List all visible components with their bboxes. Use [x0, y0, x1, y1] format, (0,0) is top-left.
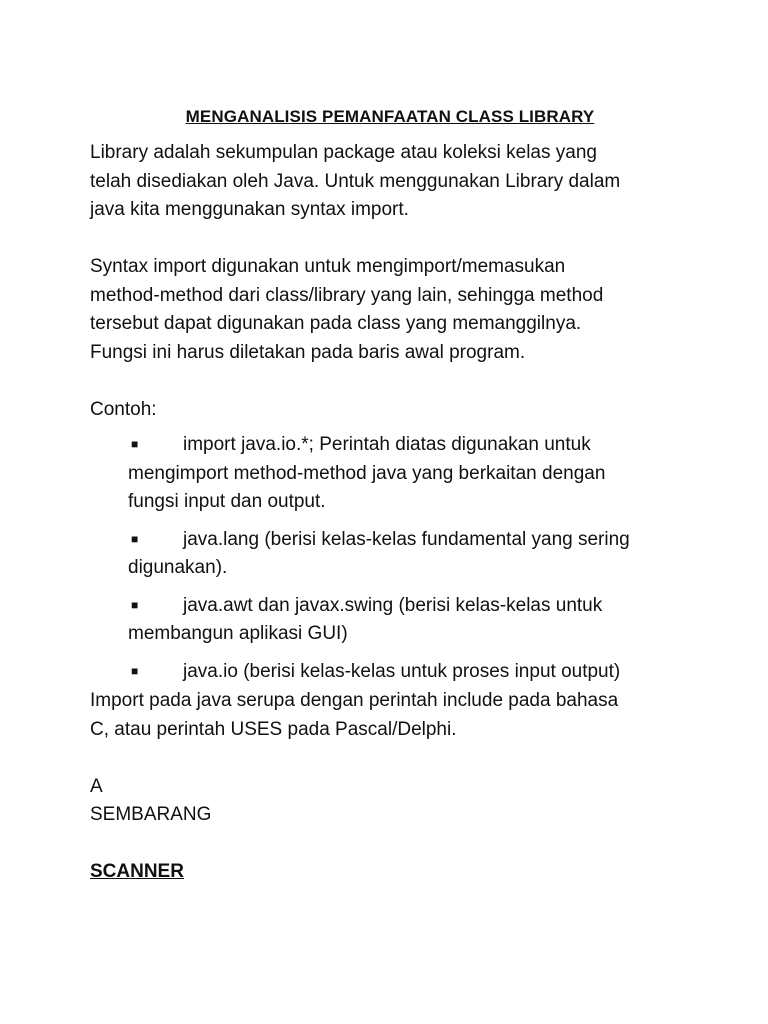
- text-sembarang: SEMBARANG: [90, 804, 212, 825]
- section-heading-scanner: SCANNER: [90, 861, 184, 882]
- square-bullet-icon: ■: [131, 437, 139, 451]
- paragraph-line: Syntax import digunakan untuk mengimport/memasukan: [90, 256, 566, 277]
- paragraph-line: Fungsi ini harus diletakan pada baris awal program.: [90, 341, 526, 363]
- document-content: [90, 104, 690, 887]
- paragraph-line: method-method dari class/library yang lain, sehingga method: [90, 284, 604, 306]
- paragraph-line: Import pada java serupa dengan perintah include pada bahasa: [90, 690, 619, 711]
- text-a: A: [90, 775, 103, 797]
- list-item: [128, 657, 690, 687]
- list-item-line: membangun aplikasi GUI): [128, 623, 348, 644]
- example-label: Contoh:: [90, 398, 157, 420]
- paragraph-spacer: [90, 830, 690, 859]
- list-item: [128, 525, 690, 583]
- list-item: [128, 591, 690, 649]
- list-item-line: java.lang (berisi kelas-kelas fundamental yang sering: [183, 528, 630, 550]
- paragraph-line: tersebut dapat digunakan pada class yang memanggilnya.: [90, 313, 582, 334]
- paragraph-spacer: [90, 225, 690, 254]
- paragraph-spacer: [90, 744, 690, 773]
- list-item-line: fungsi input dan output.: [128, 491, 326, 512]
- paragraph-library-definition: [90, 139, 690, 225]
- list-item-line: mengimport method-method java yang berkaitan dengan: [128, 462, 606, 484]
- list-item-line: java.awt dan javax.swing (berisi kelas-kelas untuk: [183, 594, 603, 616]
- list-item: [128, 430, 690, 517]
- square-bullet-icon: ■: [131, 663, 139, 678]
- square-bullet-icon: ■: [131, 597, 139, 612]
- paragraph-line: telah disediakan oleh Java. Untuk menggunakan Library dalam: [90, 170, 621, 192]
- document-title: MENGANALISIS PEMANFAATAN CLASS LIBRARY: [185, 107, 595, 126]
- paragraph-line: java kita menggunakan syntax import.: [90, 199, 409, 220]
- paragraph-spacer: [90, 367, 690, 396]
- list-item-line: import java.io.*; Perintah diatas digunakan untuk: [183, 434, 591, 455]
- paragraph-line: Library adalah sekumpulan package atau koleksi kelas yang: [90, 142, 597, 163]
- list-item-line: java.io (berisi kelas-kelas untuk proses input output): [183, 660, 621, 682]
- example-bullet-list: [90, 430, 690, 686]
- paragraph-syntax-import: [90, 253, 690, 367]
- list-item-line: digunakan).: [128, 557, 228, 578]
- square-bullet-icon: ■: [131, 531, 139, 546]
- paragraph-line: C, atau perintah USES pada Pascal/Delphi.: [90, 718, 457, 740]
- paragraph-import-comparison: [90, 687, 690, 744]
